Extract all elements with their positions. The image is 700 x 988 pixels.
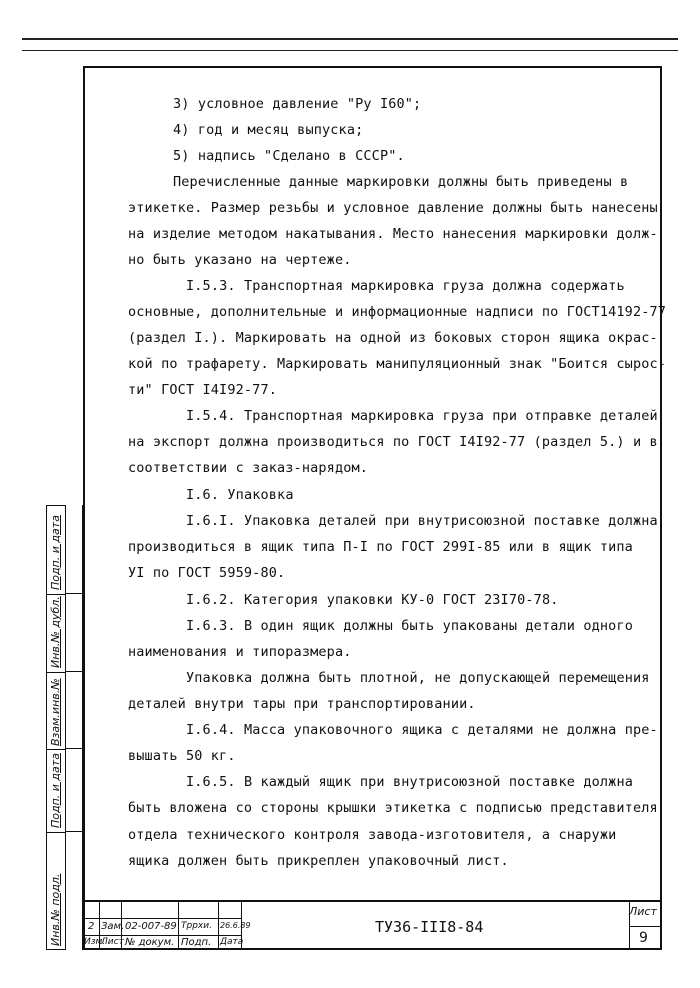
hdr-izm: Изм. [84, 937, 106, 947]
rev-date: 26.6.89 [220, 921, 251, 930]
page-frame [83, 66, 662, 950]
text-line: основные, дополнительные и информационные надписи по ГОСТ14192-77 [128, 304, 667, 320]
text-line: Перечисленные данные маркировки должны быть приведены в [173, 174, 629, 190]
text-line: быть вложена со стороны крышки этикетка с подписью представителя [128, 800, 658, 816]
side-label-vzam-inv: Взам.инв.№ [49, 678, 62, 746]
text-line: 5) надпись "Сделано в СССР". [173, 148, 405, 164]
rev-change-number: 2 [88, 921, 95, 932]
hdr-data: Дата [220, 937, 244, 947]
text-line: 4) год и месяц выпуска; [173, 122, 364, 138]
side-label-podp-data-top: Подп. и дата [49, 515, 62, 590]
rev-zam: Зам. [101, 921, 125, 932]
hdr-doc: № докум. [125, 937, 175, 948]
text-line: Упаковка должна быть плотной, не допускающей перемещения [186, 670, 650, 686]
hdr-list: Лист [101, 937, 124, 947]
sheet-label: Лист [629, 905, 657, 918]
text-line: I.6.2. Категория упаковки КУ-0 ГОСТ 23I70-78. [186, 592, 559, 608]
title-block [83, 900, 662, 950]
text-line: I.6.3. В один ящик должны быть упакованы детали одного [186, 618, 633, 634]
text-line: I.5.4. Транспортная маркировка груза при отправке деталей [186, 408, 658, 424]
text-line: I.6.I. Упаковка деталей при внутрисоюзной поставке должна [186, 513, 658, 529]
text-line: на изделие методом накатывания. Место нанесения маркировки долж- [128, 226, 658, 242]
sheet-number: 9 [639, 930, 648, 946]
side-stamp-blank [66, 505, 83, 950]
text-line: (раздел I.). Маркировать на одной из боковых сторон ящика окрас- [128, 330, 658, 346]
text-line: УI по ГОСТ 5959-80. [128, 565, 286, 581]
section-heading: I.6. Упаковка [186, 487, 294, 503]
text-line: кой по трафарету. Маркировать манипуляционный знак "Боится сырос- [128, 356, 667, 372]
text-line: но быть указано на чертеже. [128, 252, 352, 268]
rev-doc-number: 02-007-89 [125, 921, 177, 932]
text-line: соответствии с заказ-нарядом. [128, 460, 369, 476]
side-label-inv-podl: Инв.№ подл. [49, 873, 62, 946]
text-line: наименования и типоразмера. [128, 644, 352, 660]
text-line: I.6.5. В каждый ящик при внутрисоюзной поставке должна [186, 774, 633, 790]
text-line: вышать 50 кг. [128, 748, 236, 764]
hdr-podp: Подп. [181, 937, 212, 948]
side-label-inv-dubl: Инв.№ дубл. [49, 596, 62, 668]
text-line: деталей внутри тары при транспортировании. [128, 696, 476, 712]
top-rule-1 [22, 38, 678, 40]
rev-signature: Тррхи. [181, 921, 212, 931]
text-line: отдела технического контроля завода-изготовителя, а снаружи [128, 827, 617, 843]
top-rule-2 [22, 50, 678, 51]
text-line: 3) условное давление "Ру I60"; [173, 96, 422, 112]
text-line: ти" ГОСТ I4I92-77. [128, 382, 277, 398]
text-line: I.6.4. Масса упаковочного ящика с деталями не должна пре- [186, 722, 658, 738]
side-label-podp-data-bottom: Подп. и дата [49, 753, 62, 828]
side-stamp [46, 505, 66, 950]
text-line: этикетке. Размер резьбы и условное давление должны быть нанесены [128, 200, 658, 216]
document-code: ТУ36-III8-84 [375, 918, 484, 936]
text-line: ящика должен быть прикреплен упаковочный лист. [128, 853, 509, 869]
text-line: I.5.3. Транспортная маркировка груза должна содержать [186, 278, 625, 294]
text-line: производиться в ящик типа П-I по ГОСТ 299I-85 или в ящик типа [128, 539, 633, 555]
text-line: на экспорт должна производиться по ГОСТ I4I92-77 (раздел 5.) и в [128, 434, 658, 450]
